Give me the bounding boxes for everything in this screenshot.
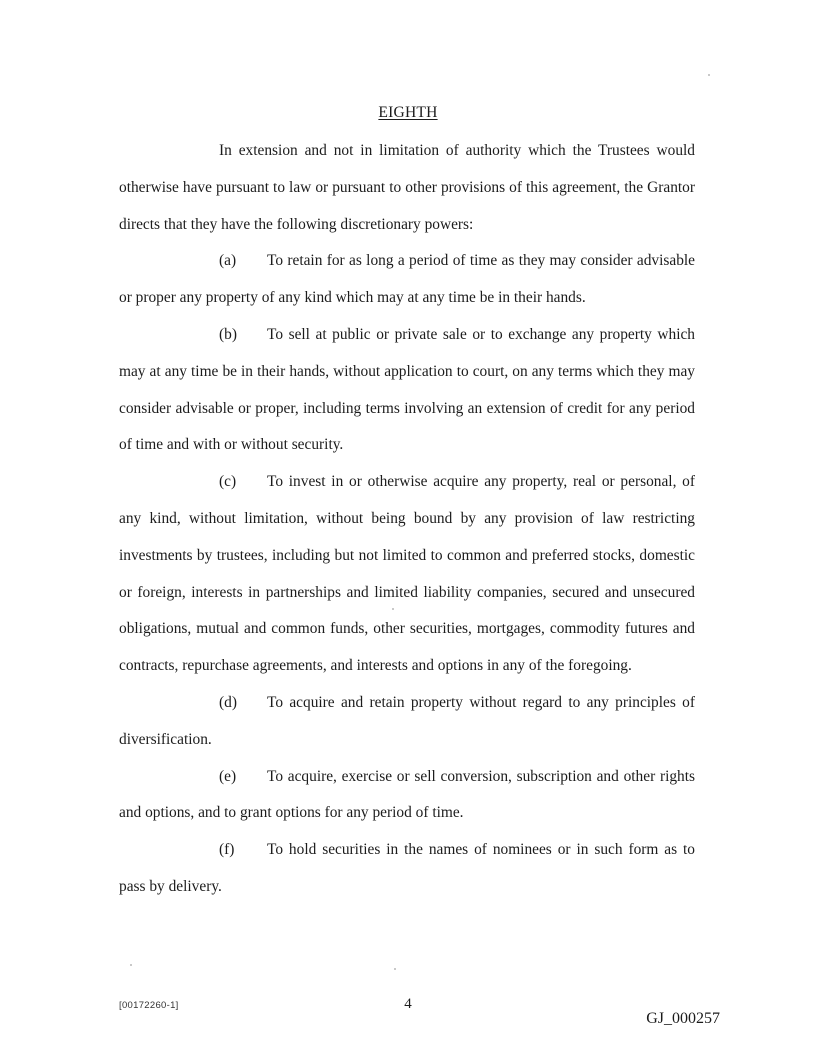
item-text: To hold securities in the names of nominees or in such form as to pass by delivery. [119, 841, 695, 895]
scan-speck [392, 608, 394, 610]
item-text: To sell at public or private sale or to exchange any property which may at any time be in their hands, without application to court, on any terms which they may consider advisable or proper, including terms involving an extension of credit for any period of time and with or without security. [119, 325, 695, 454]
item-text: To acquire, exercise or sell conversion, subscription and other rights and options, and to grant options for any period of time. [119, 767, 695, 822]
list-item [119, 243, 695, 317]
intro-paragraph: In extension and not in limitation of authority which the Trustees would otherwise have pursuant to law or pursuant to other provisions of this agreement, the Grantor directs that they have the following discretionary powers: [119, 142, 695, 233]
section-heading: EIGHTH [378, 104, 438, 121]
item-text: To invest in or otherwise acquire any property, real or personal, of any kind, without limitation, without being bound by any provision of law restricting investments by trustees, including but not limited to common and preferred stocks, domestic or foreign, interests in partnerships and limited liability companies, secured and unsecured obligations, mutual and common funds, other securities, mortgages, commodity futures and contracts, repurchase agreements, and interests and options in any of the foregoing. [119, 473, 695, 675]
item-text: To retain for as long a period of time as they may consider advisable or proper any property of any kind which may at any time be in their hands. [119, 252, 695, 307]
list-item [119, 685, 695, 759]
item-text: To acquire and retain property without regard to any principles of diversification. [119, 693, 695, 748]
item-label: (d) [219, 693, 237, 711]
item-label: (b) [219, 325, 237, 343]
list-item [119, 464, 695, 685]
document-id: [00172260-1] [119, 1000, 179, 1011]
list-item [119, 317, 695, 464]
item-label: (a) [219, 252, 237, 270]
item-label: (c) [219, 473, 237, 491]
scan-speck [394, 968, 396, 970]
bates-number: GJ_000257 [646, 1010, 720, 1027]
list-item [119, 832, 695, 906]
list-item [119, 759, 695, 833]
item-label: (e) [219, 767, 237, 785]
scan-speck [708, 74, 710, 76]
document-body [119, 133, 695, 906]
item-label: (f) [219, 841, 235, 859]
scan-speck [130, 964, 132, 966]
page-number: 4 [404, 996, 412, 1012]
